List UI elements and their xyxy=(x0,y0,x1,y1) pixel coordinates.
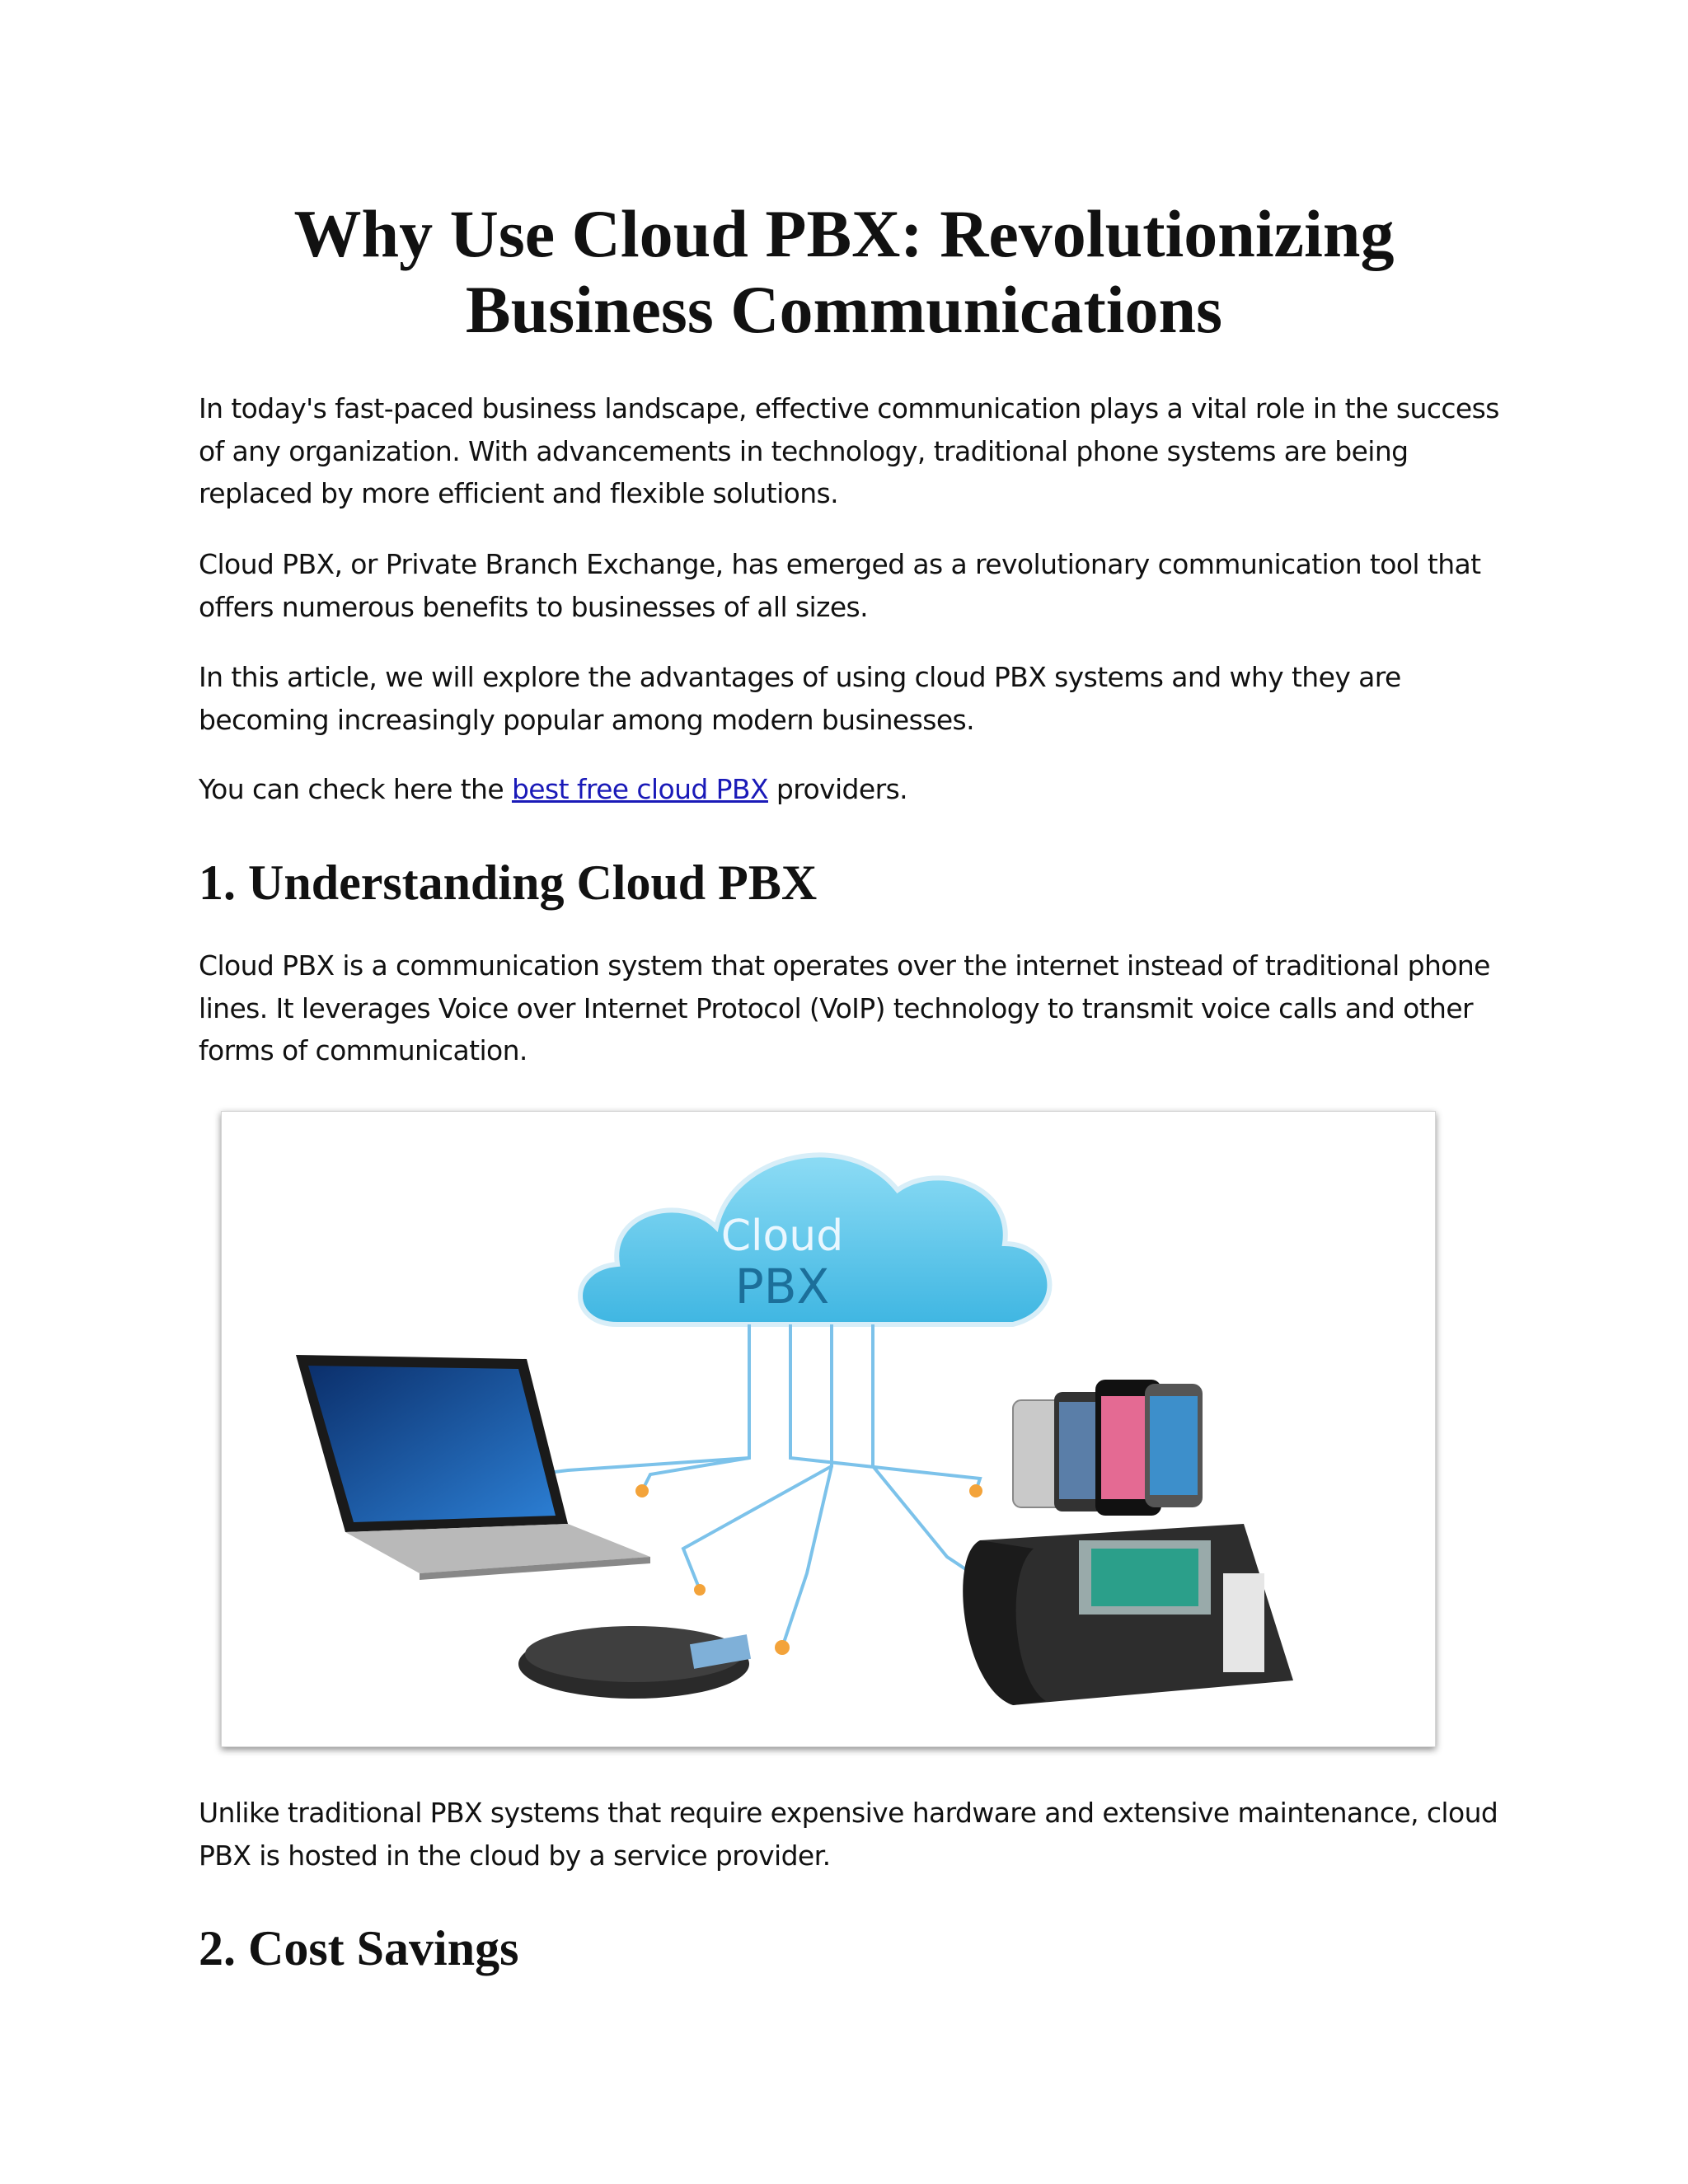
intro-paragraph-4-suffix: providers. xyxy=(767,773,908,805)
conference-phone-icon xyxy=(518,1626,751,1699)
section-1-paragraph-1: Cloud PBX is a communication system that operates over the internet instead of traditional phone lines. It leverages Voice over Internet Protocol (VoIP) technology to transmit voice calls and other forms of communication. xyxy=(199,949,1490,1066)
desk-phone-icon xyxy=(963,1524,1293,1705)
section-2-heading: 2. Cost Savings xyxy=(199,1921,519,1975)
cloud-label-line-2: PBX xyxy=(734,1258,830,1315)
page-title xyxy=(0,196,1688,348)
section-1-paragraph-2: Unlike traditional PBX systems that require expensive hardware and extensive maintenance, cloud PBX is hosted in the cloud by a service provider. xyxy=(199,1797,1498,1872)
intro-paragraph-3: In this article, we will explore the advantages of using cloud PBX systems and why they are becoming increasingly popular among modern businesses. xyxy=(199,661,1401,736)
best-free-cloud-pbx-link[interactable]: best free cloud PBX xyxy=(511,773,768,805)
intro-paragraph-2: Cloud PBX, or Private Branch Exchange, has emerged as a revolutionary communication tool that offers numerous benefits to businesses of all sizes. xyxy=(199,548,1481,623)
mobile-phones-icon xyxy=(1013,1380,1203,1516)
intro-paragraph-1: In today's fast-paced business landscape, effective communication plays a vital role in the success of any organization. With advancements in technology, traditional phone systems are being replaced by more efficient and flexible solutions. xyxy=(199,392,1499,509)
page-title-line-2: Business Communications xyxy=(465,272,1223,347)
cloud-pbx-diagram xyxy=(221,1111,1436,1747)
section-1-heading: 1. Understanding Cloud PBX xyxy=(199,855,818,910)
intro-paragraph-4 xyxy=(199,768,1501,811)
intro-paragraph-4-prefix: You can check here the xyxy=(199,773,512,805)
page-title-line-1: Why Use Cloud PBX: Revolutionizing xyxy=(293,196,1395,271)
cloud-label-line-1: Cloud xyxy=(720,1212,844,1261)
